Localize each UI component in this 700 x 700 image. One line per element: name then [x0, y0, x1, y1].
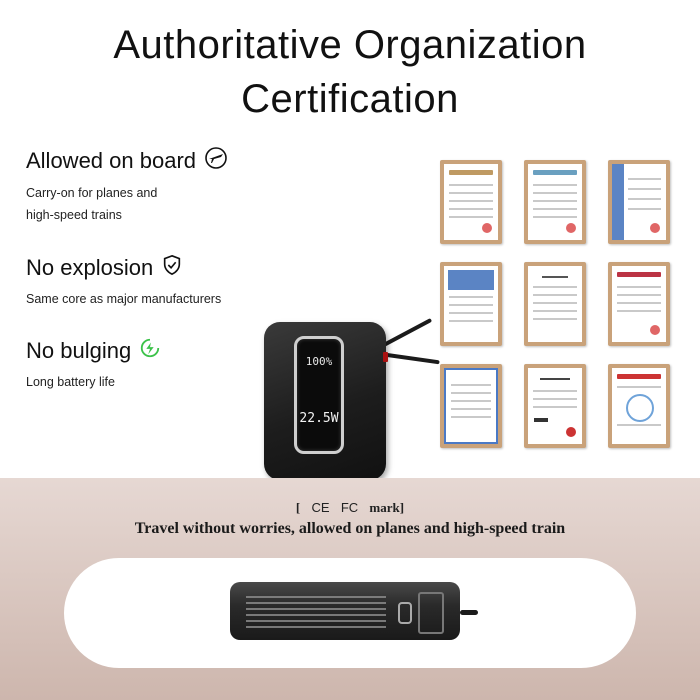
mark-label: mark]: [369, 500, 405, 515]
feature-allowed-on-board: [26, 146, 228, 226]
certificate-frame: [440, 262, 502, 346]
title-line-1: Authoritative Organization: [113, 23, 587, 67]
certificate-frame: [608, 262, 670, 346]
certificate-frame: [524, 160, 586, 244]
charging-cable: [379, 318, 432, 349]
battery-percent-readout: 100%: [305, 355, 333, 368]
tagline: Travel without worries, allowed on planes and high-speed train: [134, 520, 566, 537]
fc-mark: FC: [340, 500, 359, 515]
certificate-frame: [608, 160, 670, 244]
feature-subtitle-line: Carry-on for planes and: [26, 186, 158, 200]
feature-no-bulging: [26, 337, 161, 393]
feature-subtitle-line: Same core as major manufacturers: [26, 292, 222, 306]
page-title: [0, 18, 700, 126]
certificate-frame: [524, 364, 586, 448]
spec-label-lines: [246, 596, 386, 632]
usb-port: [383, 352, 388, 362]
feature-subtitle-line: high-speed trains: [26, 208, 122, 222]
feature-title: No explosion: [26, 255, 154, 280]
shield-check-icon: [161, 254, 183, 282]
title-line-2: Certification: [241, 77, 459, 121]
usb-c-port: [398, 602, 412, 624]
charging-cable: [460, 610, 478, 615]
certificate-frame: [440, 160, 502, 244]
wattage-readout: 22.5W: [299, 411, 339, 426]
feature-title: No bulging: [26, 338, 132, 363]
ce-mark: CE: [311, 500, 330, 515]
certificate-frame: [608, 364, 670, 448]
feature-no-explosion: [26, 254, 221, 310]
certificate-frame: [524, 262, 586, 346]
charging-bolt-icon: [139, 337, 161, 365]
feature-subtitle-line: Long battery life: [26, 375, 115, 389]
power-bank-front: [264, 322, 386, 480]
certificate-frame: [440, 364, 502, 448]
mark-bracket-open: [: [295, 500, 301, 515]
certification-marks: [0, 500, 700, 516]
display-window: [294, 336, 344, 454]
charging-cable: [380, 352, 440, 364]
airplane-icon: [204, 146, 228, 176]
feature-title: Allowed on board: [26, 148, 197, 173]
power-bank-side-view: [230, 582, 460, 640]
cable-holder: [418, 592, 444, 634]
